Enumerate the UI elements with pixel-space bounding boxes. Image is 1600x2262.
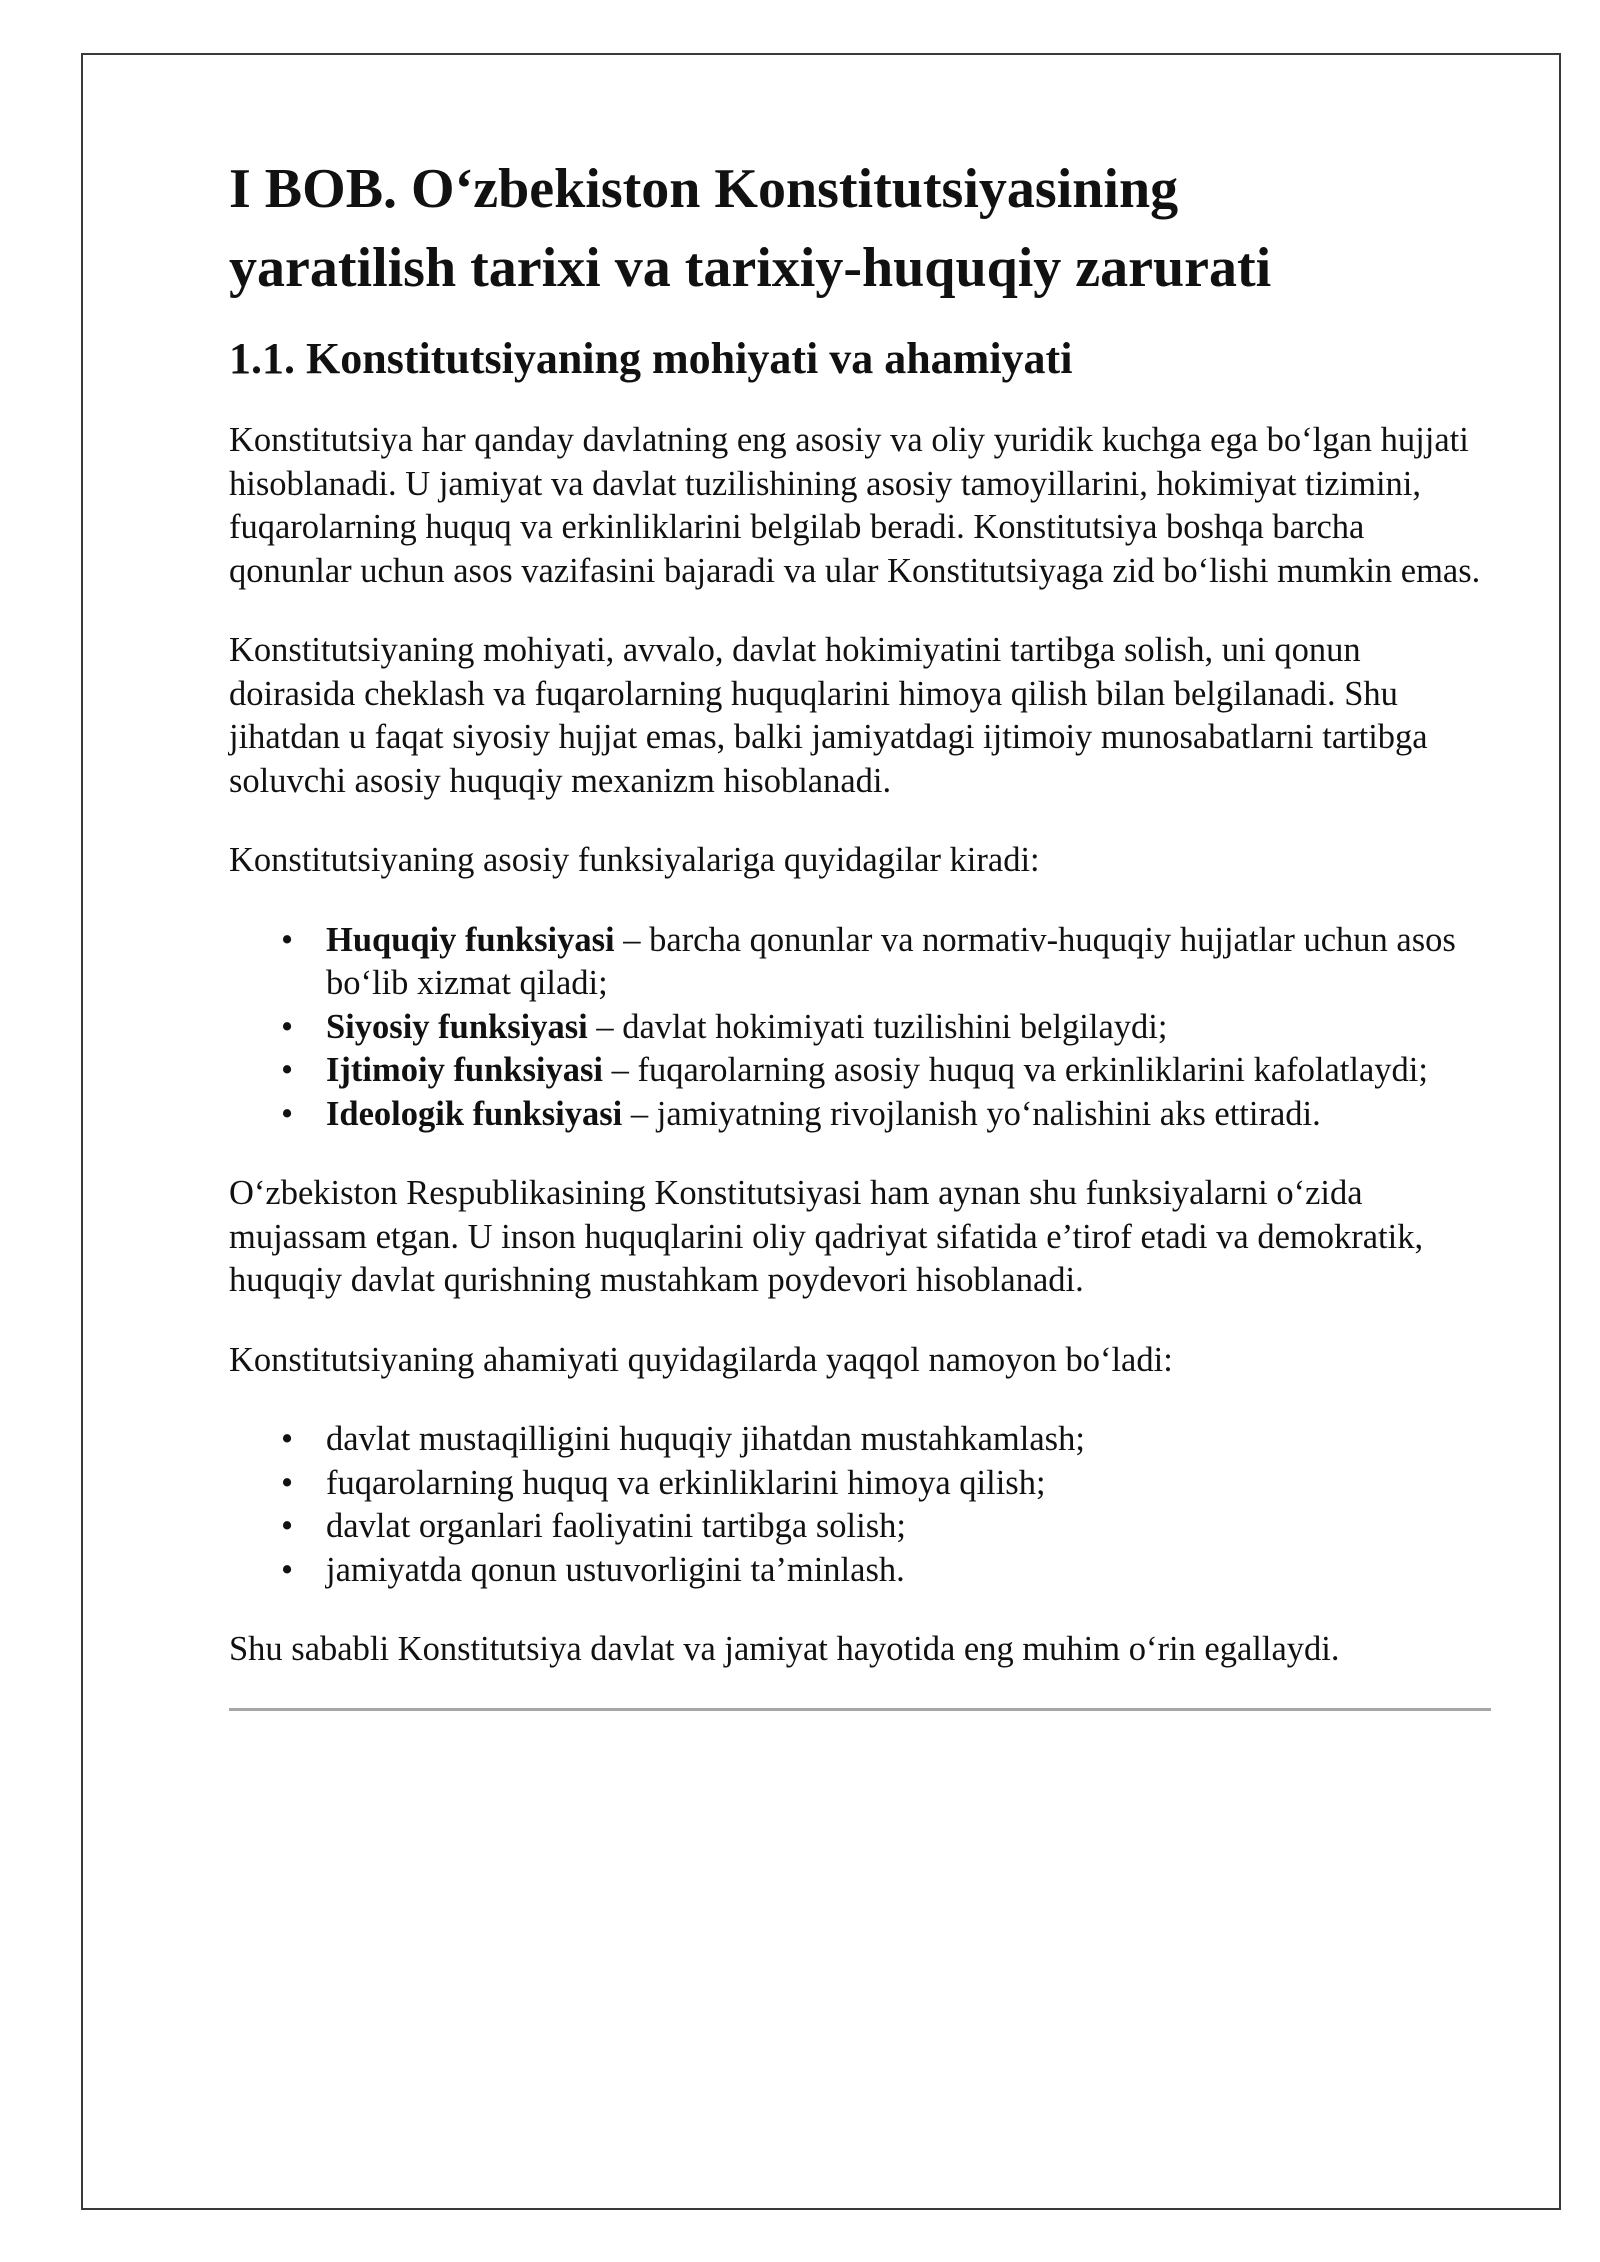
- bullet-icon: •: [281, 1420, 294, 1458]
- document-body: [229, 150, 1491, 1711]
- paragraph: O‘zbekiston Respublikasining Konstitutsiyasi ham aynan shu funksiyalarni o‘zida mujassam etgan. U inson huquqlarini oliy qadriyat sifatida e’tirof etadi va demokratik, huquqiy davlat qurishning mustahkam poydevori hisoblanadi.: [229, 1174, 1424, 1299]
- list-item: [229, 1549, 1491, 1593]
- paragraph: Konstitutsiyaning ahamiyati quyidagilarda yaqqol namoyon bo‘ladi:: [229, 1340, 1173, 1379]
- list-item-term: Huquqiy funksiyasi: [326, 920, 615, 959]
- list-item: [229, 1505, 1491, 1549]
- bullet-icon: •: [281, 920, 294, 959]
- list-item-text: davlat organlari faoliyatini tartibga solish;: [326, 1507, 906, 1545]
- chapter-title-line2: yaratilish tarixi va tarixiy-huquqiy zarurati: [229, 237, 1272, 299]
- bullet-icon: •: [281, 1007, 294, 1046]
- chapter-title-line1: I BOB. O‘zbekiston Konstitutsiyasining: [229, 158, 1179, 220]
- horizontal-rule: [229, 1708, 1491, 1711]
- chapter-title: [229, 150, 1491, 308]
- bullet-icon: •: [281, 1550, 294, 1589]
- bullet-icon: •: [281, 1507, 294, 1545]
- list-item-text: jamiyatda qonun ustuvorligini ta’minlash.: [326, 1550, 905, 1589]
- section-heading: 1.1. Konstitutsiyaning mohiyati va ahamiyati: [229, 334, 1073, 383]
- list-item: [229, 1462, 1491, 1506]
- list-item-text: – jamiyatning rivojlanish yo‘nalishini aks ettiradi.: [622, 1094, 1321, 1133]
- bullet-icon: •: [281, 1051, 294, 1089]
- paragraph: Konstitutsiyaning asosiy funksiyalariga quyidagilar kiradi:: [229, 841, 1040, 879]
- list-item-term: Ijtimoiy funksiyasi: [326, 1051, 604, 1089]
- list-item: [229, 1006, 1491, 1050]
- list-item-text: – davlat hokimiyati tuzilishini belgilaydi;: [587, 1007, 1168, 1046]
- list-item-text: fuqarolarning huquq va erkinliklarini himoya qilish;: [326, 1463, 1046, 1502]
- paragraph: Konstitutsiyaning mohiyati, avvalo, davlat hokimiyatini tartibga solish, uni qonun doirasida cheklash va fuqarolarning huquqlarini himoya qilish bilan belgilanadi. Shu jihatdan u faqat siyosiy hujjat emas, balki jamiyatdagi ijtimoiy munosabatlarni tartibga soluvchi asosiy huquqiy mexanizm hisoblanadi.: [229, 631, 1428, 800]
- list-item-text: davlat mustaqilligini huquqiy jihatdan mustahkamlash;: [326, 1420, 1085, 1458]
- list-item-text: – barcha qonunlar va normativ-huquqiy hujjatlar uchun asos bo‘lib xizmat qiladi;: [326, 920, 1456, 1002]
- list-item: [229, 1093, 1491, 1137]
- list-item-text: – fuqarolarning asosiy huquq va erkinliklarini kafolatlaydi;: [603, 1051, 1428, 1089]
- list-item: [229, 1049, 1491, 1093]
- list-item: [229, 1418, 1491, 1462]
- paragraph: Konstitutsiya har qanday davlatning eng asosiy va oliy yuridik kuchga ega bo‘lgan hujjati hisoblanadi. U jamiyat va davlat tuzilishining asosiy tamoyillarini, hokimiyat tizimini, fuqarolarning huquq va erkinliklarini belgilab beradi. Konstitutsiya boshqa barcha qonunlar uchun asos vazifasini bajaradi va ular Konstitutsiyaga zid bo‘lishi mumkin emas.: [229, 421, 1481, 590]
- bullet-icon: •: [281, 1463, 294, 1502]
- list-item-term: Siyosiy funksiyasi: [326, 1007, 588, 1046]
- list-item: [229, 919, 1491, 1006]
- functions-list: [229, 919, 1491, 1137]
- bullet-icon: •: [281, 1094, 294, 1133]
- paragraph: Shu sababli Konstitutsiya davlat va jamiyat hayotida eng muhim o‘rin egallaydi.: [229, 1630, 1340, 1668]
- importance-list: [229, 1418, 1491, 1592]
- list-item-term: Ideologik funksiyasi: [326, 1094, 623, 1133]
